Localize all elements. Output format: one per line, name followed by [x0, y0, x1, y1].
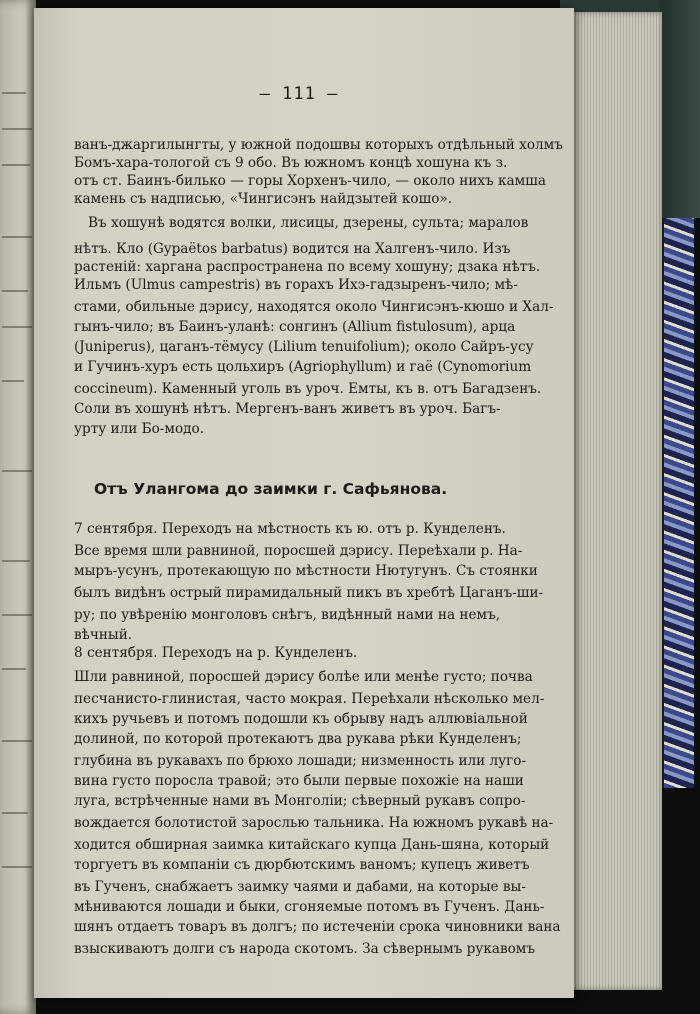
text-line: глубина въ рукавахъ по брюхо лошади; низменность или луго-	[74, 753, 527, 769]
text-line: Ильмъ (Ulmus campestris) въ горахъ Ихэ-гадзыренъ-чило; мѣ-	[74, 277, 518, 293]
marbled-endpaper	[662, 218, 694, 788]
text-line: стами, обильные дэрису, находятся около Чингисэнъ-кюшо и Хал-	[74, 299, 554, 315]
text-line: ванъ-джаргилынгты, у южной подошвы которыхъ отдѣльный холмъ	[74, 137, 563, 153]
text-line: шянъ отдаетъ товаръ въ долгъ; по истеченіи срока чиновники вана	[74, 919, 561, 935]
text-line: Все время шли равниной, поросшей дэрису. Переѣхали р. На-	[74, 543, 523, 559]
text-line: Шли равниной, поросшей дэрису болѣе или менѣе густо; почва	[74, 669, 533, 685]
text-line: вождается болотистой зарослью тальника. На южномъ рукавѣ на-	[74, 815, 554, 831]
text-line: 7 сентября. Переходъ на мѣстность къ ю. отъ р. Кунделенъ.	[74, 521, 506, 537]
book-left-page-edge	[0, 0, 36, 1014]
text-line: нѣтъ. Кло (Gypaëtos barbatus) водится на Халгенъ-чило. Изъ	[74, 241, 511, 257]
text-line: урту или Бо-модо.	[74, 421, 205, 437]
text-line: торгуетъ въ компаніи съ дюрбютскимъ ваномъ; купецъ живетъ	[74, 857, 530, 873]
text-line: вѣчный.	[74, 627, 133, 643]
text-line: вина густо поросла травой; это были первые похожіе на наши	[74, 773, 524, 789]
text-line: 8 сентября. Переходъ на р. Кунделенъ.	[74, 645, 358, 661]
text-line: въ Гученъ, снабжаетъ заимку чаями и дабами, на которые вы-	[74, 879, 526, 895]
text-line: растеній: харгана распространена по всему хошуну; дзака нѣтъ.	[74, 259, 541, 275]
text-line: гынъ-чило; въ Баинъ-уланѣ: сонгинъ (Allium fistulosum), арца	[74, 319, 516, 335]
text-line: и Гучинъ-хуръ есть цольхиръ (Agriophyllum) и гаё (Cynomorium	[74, 359, 532, 375]
text-line: coccineum). Каменный уголь въ уроч. Емты, къ в. отъ Багадзенъ.	[74, 381, 542, 397]
text-line: мыръ-усунъ, протекающую по мѣстности Нютугунъ. Съ стоянки	[74, 563, 538, 579]
text-line: мѣниваются лошади и быки, сгоняемые потомъ въ Гученъ. Дань-	[74, 899, 545, 915]
text-line: камень съ надписью, «Чингисэнъ найдзытей кошо».	[74, 191, 453, 207]
page-stack-edge	[570, 12, 662, 990]
text-line: былъ видѣнъ острый пирамидальный пикъ въ хребтѣ Цаганъ-ши-	[74, 585, 544, 601]
text-line: Бомъ-хара-тологой съ 9 обо. Въ южномъ концѣ хошуна къ з.	[74, 155, 508, 171]
text-line: кихъ ручьевъ и потомъ подошли къ обрыву надъ аллювіальной	[74, 711, 528, 727]
text-block	[74, 8, 564, 998]
text-line: ру; по увѣренію монголовъ снѣгъ, видѣнный нами на немъ,	[74, 607, 501, 623]
text-line: Въ хошунѣ водятся волки, лисицы, дзерены, сульта; маралов	[88, 215, 529, 231]
section-heading: Отъ Улангома до заимки г. Сафьянова.	[94, 480, 448, 498]
book-cover-right	[660, 0, 700, 218]
text-line: взыскиваютъ долги съ народа скотомъ. За сѣвернымъ рукавомъ	[74, 941, 536, 957]
text-line: ходится обширная заимка китайскаго купца Дань-шяна, который	[74, 837, 550, 853]
text-line: луга, встрѣченные нами въ Монголіи; сѣверный рукавъ сопро-	[74, 793, 526, 809]
text-line: долиной, по которой протекаютъ два рукава рѣки Кунделенъ;	[74, 731, 522, 747]
text-line: (Juniperus), цаганъ-тёмусу (Lilium tenuifolium); около Сайръ-усу	[74, 339, 534, 355]
text-line: песчанисто-глинистая, часто мокрая. Переѣхали нѣсколько мел-	[74, 691, 545, 707]
page-number: — 111 —	[259, 84, 339, 104]
text-line: отъ ст. Баинъ-билько — горы Хорхенъ-чило, — около нихъ камша	[74, 173, 546, 189]
book-page	[34, 8, 574, 998]
text-line: Соли въ хошунѣ нѣтъ. Мергенъ-ванъ живетъ въ уроч. Багъ-	[74, 401, 501, 417]
